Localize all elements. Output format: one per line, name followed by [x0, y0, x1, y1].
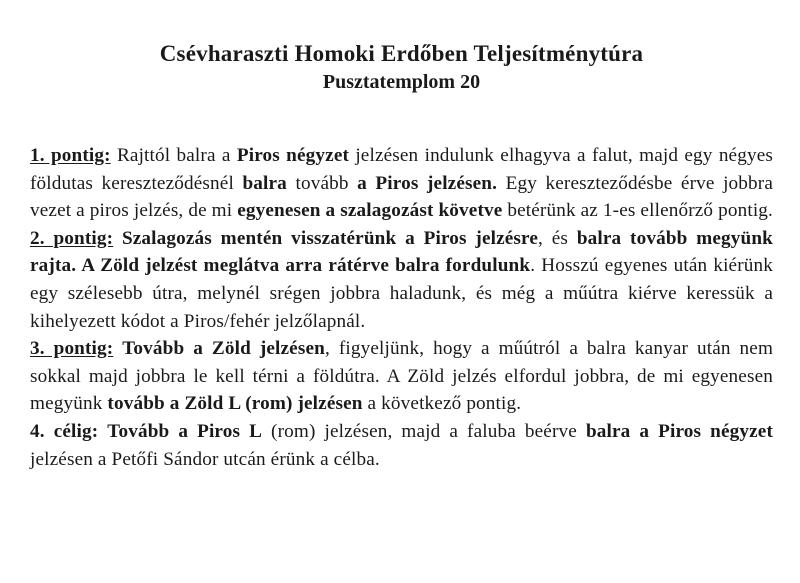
section-text: Egy kereszteződésbe érve jobbra vezet a piros jelzés, de mi: [30, 172, 773, 222]
document-subtitle: Pusztatemplom 20: [322, 71, 481, 93]
section-text: a következő pontig.: [362, 393, 522, 415]
section-text-bold: a Piros jelzésen.: [357, 172, 498, 194]
document-title: Csévharaszti Homoki Erdőben Teljesítménytúra: [159, 41, 644, 66]
section-text: (rom) jelzésen, majd a faluba beérve: [262, 420, 586, 442]
route-section-2: [30, 225, 773, 335]
section-text: , figyeljünk, hogy a műútról a balra kanyar után nem sokkal majd jobbra le kell térni a földútra. A Zöld jelzés elfordul jobbra, de mi egyenesen megyünk: [30, 338, 774, 415]
section-label: 2. pontig:: [30, 227, 114, 249]
section-text: tovább: [286, 172, 358, 194]
section-text-bold: Piros négyzet: [236, 145, 350, 166]
route-section-1: [30, 142, 773, 225]
section-label: 3. pontig:: [30, 338, 114, 360]
section-text: . Hosszú egyenes után kiérünk egy szélesebb útra, melynél srégen jobbra haladunk, és még a műútra kiérve keressük a kihelyezett kódot a Piros/fehér jelzőlapnál.: [30, 255, 773, 332]
section-text: [113, 338, 122, 359]
route-section-3: [30, 335, 773, 418]
section-text-bold: egyenesen a szalagozást követve: [237, 200, 503, 222]
section-text: , és: [538, 227, 577, 249]
section-text: Rajttól balra a: [110, 145, 237, 166]
section-text-bold: Tovább a Zöld jelzésen: [122, 338, 325, 360]
section-text-bold: balra tovább megyünk rajta. A Zöld jelzést meglátva arra rátérve balra fordulunk: [30, 227, 773, 277]
section-text-bold: Tovább a Piros L: [107, 420, 263, 442]
section-text-bold: tovább a Zöld L (rom) jelzésen: [107, 393, 363, 415]
section-text: jelzésen indulunk elhagyva a falut, majd egy négyes földutas kereszteződésnél: [30, 145, 773, 194]
section-text: [98, 421, 107, 442]
route-section-4: [30, 418, 773, 473]
section-text-bold: Szalagozás mentén visszatérünk a Piros jelzésre: [121, 227, 539, 249]
section-text: jelzésen a Petőfi Sándor utcán érünk a célba.: [30, 448, 380, 470]
section-text-bold: balra a Piros négyzet: [585, 420, 774, 442]
route-description: [30, 142, 773, 473]
section-text-bold: balra: [242, 172, 287, 194]
section-text: [113, 228, 122, 249]
section-label: 4. célig:: [30, 420, 99, 442]
section-label: 1. pontig:: [30, 145, 111, 166]
section-text: betérünk az 1-es ellenőrző pontig.: [502, 200, 773, 222]
